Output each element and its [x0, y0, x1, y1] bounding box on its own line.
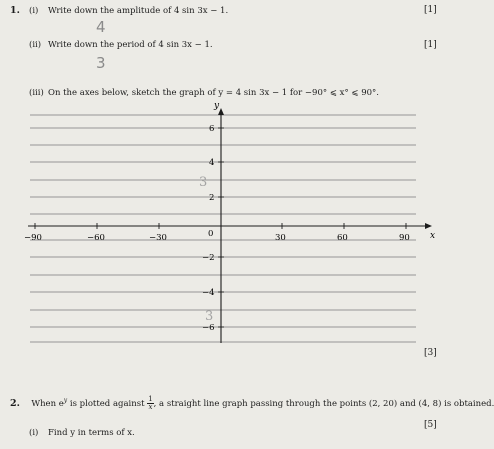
y-tick-label: 2	[209, 193, 215, 203]
q2-number: 2.	[10, 398, 20, 409]
q1-i-handwritten-answer: 4	[96, 18, 106, 36]
q2-frac-den: x	[148, 403, 153, 411]
grid-lines	[30, 115, 416, 342]
q2-intro-sup: y	[63, 397, 68, 405]
q1-i-mark: [1]	[424, 5, 437, 15]
q1-ii-handwritten-answer: 3	[96, 54, 106, 72]
pencil-mark: 3	[199, 175, 208, 190]
q2-intro-c: , a straight line graph passing through the points (2, 20) and (4, 8) is obtained.	[153, 399, 494, 409]
q1-iii-text: On the axes below, sketch the graph of y = 4 sin 3x − 1 for −90° ⩽ x° ⩽ 90°.	[48, 88, 379, 98]
q1-i-label: (i)	[29, 6, 39, 16]
q1-ii-label: (ii)	[29, 40, 42, 50]
q2-intro-b: is plotted against	[67, 399, 148, 409]
q2-i-label: (i)	[29, 428, 39, 438]
y-tick-label: 4	[209, 158, 215, 168]
x-tick-label: −60	[87, 233, 105, 243]
q1-number: 1.	[10, 5, 20, 16]
q1-i-text: Write down the amplitude of 4 sin 3x − 1.	[48, 6, 229, 16]
x-tick-label: 90	[399, 233, 410, 243]
q1-ii-mark: [1]	[424, 40, 437, 50]
x-tick-label: 30	[275, 233, 286, 243]
x-tick-label: −90	[24, 233, 42, 243]
y-tick-label: −6	[202, 323, 215, 333]
q2-intro	[10, 396, 494, 411]
y-tick-label: 6	[209, 124, 215, 134]
q1-ii-text: Write down the period of 4 sin 3x − 1.	[48, 40, 213, 50]
y-tick-label: −4	[202, 288, 215, 298]
y-tick-label: −2	[202, 253, 215, 263]
q1-iii-label: (iii)	[29, 88, 44, 98]
q2-frac-num: 1	[148, 395, 153, 403]
pencil-mark: 3	[205, 309, 214, 324]
x-axis-arrow-icon	[425, 223, 432, 229]
q2-i-mark: [5]	[424, 420, 437, 430]
x-tick-label: 0	[208, 229, 214, 239]
x-tick-label: −30	[149, 233, 167, 243]
x-axis-label: x	[430, 231, 436, 241]
x-tick-label: 60	[337, 233, 348, 243]
q1-iii-mark: [3]	[424, 348, 437, 358]
q2-intro-a: When e	[31, 399, 64, 409]
q2-i-text: Find y in terms of x.	[48, 428, 135, 438]
y-axis-label: y	[214, 101, 220, 111]
